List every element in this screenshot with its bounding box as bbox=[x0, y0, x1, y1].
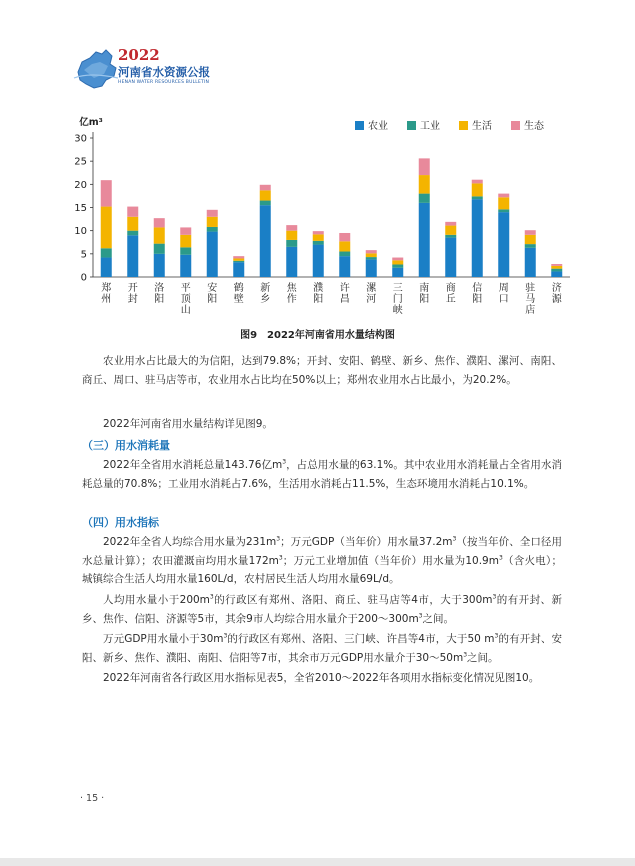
bulletin-header bbox=[72, 44, 252, 94]
x-tick-label-char: 开 bbox=[127, 283, 138, 294]
x-tick-label-char: 口 bbox=[498, 294, 509, 305]
bar-segment bbox=[339, 233, 350, 241]
bar-segment bbox=[313, 245, 324, 277]
section-title-consumption: （三）用水消耗量 bbox=[82, 439, 170, 452]
text-run: 2022年全省人均综合用水量为231m bbox=[103, 536, 277, 548]
bar-segment bbox=[180, 227, 191, 234]
bar-segment bbox=[445, 226, 456, 235]
bar-segment bbox=[445, 238, 456, 277]
bar-segment bbox=[260, 185, 271, 191]
bar-segment bbox=[525, 230, 536, 235]
x-tick-label-char: 新 bbox=[260, 283, 271, 294]
x-tick-label-char: 信 bbox=[472, 283, 483, 294]
bar-segment bbox=[154, 254, 165, 277]
text-run: ，占总用水量的63.1%。其中农业用水消耗量占全省用水消耗总量的70.8%；工业用水消耗占7.6%，生活用水消耗占11.5%，生态环境用水消耗占10.1%。 bbox=[82, 459, 562, 490]
bar-segment bbox=[180, 235, 191, 248]
superscript: 3 bbox=[463, 651, 468, 658]
text-run: 的有开封、安阳、新乡、焦作、濮阳、南阳、信阳等7市，其余市万元GDP用水量介于30～50m bbox=[82, 633, 563, 664]
superscript: 3 bbox=[452, 535, 457, 543]
bar-segment bbox=[313, 231, 324, 234]
bar-segment bbox=[392, 260, 403, 264]
x-tick-label-char: 郑 bbox=[101, 283, 112, 294]
bar-segment bbox=[313, 241, 324, 245]
bar-segment bbox=[419, 175, 430, 194]
x-tick-label-char: 济 bbox=[551, 283, 562, 294]
x-tick-label-char: 焦 bbox=[286, 283, 297, 294]
x-tick-label-char: 阳 bbox=[313, 294, 324, 305]
x-tick-label-char: 周 bbox=[498, 283, 509, 294]
bar-segment bbox=[366, 259, 377, 277]
text-run: （按当年价、全口径用水总量计算）；农田灌溉亩均用水量172m bbox=[82, 536, 562, 567]
bar-segment bbox=[127, 235, 138, 277]
bar-segment bbox=[366, 257, 377, 259]
text-run: 2022年全省用水消耗总量143.76亿m bbox=[103, 459, 283, 471]
x-tick-label-char: 阳 bbox=[419, 294, 430, 305]
bar-segment bbox=[233, 258, 244, 260]
bar-segment bbox=[180, 255, 191, 277]
legend-label: 生活 bbox=[472, 121, 492, 132]
bar-segment bbox=[154, 244, 165, 254]
bar-segment bbox=[445, 235, 456, 238]
text-run: 的行政区有郑州、洛阳、三门峡、许昌等4市，大于50 m bbox=[227, 633, 495, 645]
superscript: 3 bbox=[278, 554, 283, 561]
x-tick-label-char: 阳 bbox=[207, 294, 218, 305]
bar-segment bbox=[551, 264, 562, 266]
section-title-indicators: （四）用水指标 bbox=[82, 516, 159, 529]
legend-swatch bbox=[407, 121, 416, 130]
bar-segment bbox=[472, 183, 483, 196]
superscript: 3 bbox=[223, 632, 228, 640]
x-tick-label-char: 壁 bbox=[233, 294, 244, 305]
bar-segment bbox=[233, 261, 244, 262]
figure-caption: 图9 2022年河南省用水量结构图 bbox=[240, 330, 395, 341]
bar-segment bbox=[101, 180, 112, 206]
legend-label: 农业 bbox=[368, 121, 388, 132]
text-run: 万元GDP用水量小于30m bbox=[103, 633, 224, 645]
bar-segment bbox=[445, 222, 456, 226]
header-subtitle: HENAN WATER RESOURCES BULLETIN bbox=[118, 80, 210, 85]
bar-segment bbox=[101, 248, 112, 257]
superscript: 3 bbox=[276, 535, 281, 543]
text-run: （含火电）；城镇综合生活人均用水量160L/d，农村居民生活人均用水量69L/d。 bbox=[82, 554, 563, 585]
paragraph-gdp-water bbox=[82, 630, 562, 667]
x-tick-label-char: 峡 bbox=[392, 305, 403, 316]
text-run: 人均用水量小于200m bbox=[103, 594, 210, 606]
bar-segment bbox=[286, 225, 297, 231]
x-tick-label-char: 洛 bbox=[154, 283, 165, 294]
legend-label: 生态 bbox=[524, 121, 544, 132]
x-tick-label-char: 南 bbox=[419, 283, 430, 294]
page-number: · 15 · bbox=[80, 793, 105, 804]
text-run: 的行政区有郑州、洛阳、商丘、驻马店等4市，大于300m bbox=[213, 594, 493, 606]
paragraph-consumption bbox=[82, 456, 562, 493]
bar-segment bbox=[127, 231, 138, 236]
text-run: 之间。 bbox=[422, 612, 454, 625]
x-tick-label-char: 源 bbox=[551, 294, 562, 305]
bar-segment bbox=[286, 247, 297, 277]
paragraph-table-ref: 2022年河南省各行政区用水指标见表5，全省2010～2022年各项用水指标变化情况见图10。 bbox=[103, 672, 540, 684]
bar-segment bbox=[498, 194, 509, 198]
superscript: 3 bbox=[282, 458, 287, 466]
x-tick-label-char: 阳 bbox=[472, 294, 483, 305]
bar-segment bbox=[551, 269, 562, 272]
x-tick-label-char: 门 bbox=[392, 294, 403, 305]
bar-segment bbox=[472, 199, 483, 277]
paragraph-figure-ref: 2022年河南省用水量结构详见图9。 bbox=[103, 418, 273, 430]
y-tick-label: 10 bbox=[74, 226, 87, 238]
x-tick-label-char: 鹤 bbox=[233, 283, 244, 294]
x-tick-label-char: 封 bbox=[127, 294, 138, 305]
x-tick-label-char: 丘 bbox=[445, 294, 456, 305]
bar-segment bbox=[154, 227, 165, 243]
y-axis-unit-label: 亿m³ bbox=[79, 117, 103, 128]
bar-segment bbox=[207, 227, 218, 232]
bar-segment bbox=[339, 252, 350, 257]
paragraph-agri-share: 农业用水占比最大的为信阳，达到79.8%；开封、安阳、鹤壁、新乡、焦作、濮阳、漯河、南阳、商丘、周口、驻马店等市，农业用水占比均在50%以上；郑州农业用水占比最小，为20.2%。 bbox=[82, 355, 562, 386]
superscript: 3 bbox=[498, 554, 503, 561]
paragraph-per-capita bbox=[82, 591, 562, 628]
bar-segment bbox=[260, 190, 271, 200]
y-tick-label: 0 bbox=[80, 272, 87, 284]
bar-segment bbox=[180, 247, 191, 254]
x-tick-label-char: 作 bbox=[286, 294, 297, 305]
bar-segment bbox=[392, 258, 403, 261]
superscript: 3 bbox=[209, 593, 214, 601]
legend-swatch bbox=[511, 121, 520, 130]
x-tick-label-char: 昌 bbox=[339, 294, 350, 305]
bar-segment bbox=[392, 264, 403, 267]
x-tick-label-char: 店 bbox=[525, 305, 536, 316]
bar-segment bbox=[233, 262, 244, 277]
legend-swatch bbox=[355, 121, 364, 130]
text-run: 之间。 bbox=[467, 651, 499, 664]
bar-segment bbox=[498, 212, 509, 277]
bar-segment bbox=[286, 231, 297, 240]
header-year: 2022 bbox=[118, 46, 160, 64]
bar-segment bbox=[551, 271, 562, 277]
x-tick-label-char: 州 bbox=[101, 294, 112, 305]
bar-segment bbox=[207, 217, 218, 227]
x-tick-label-char: 安 bbox=[207, 283, 218, 294]
x-tick-label-char: 乡 bbox=[260, 294, 271, 305]
text-run: ；万元GDP（当年价）用水量37.2m bbox=[280, 536, 453, 548]
text-run: 的有开封、新乡、焦作、信阳、济源等5市，其余9市人均综合用水量介于200～300m bbox=[82, 594, 563, 625]
bar-segment bbox=[286, 240, 297, 247]
x-tick-label-char: 平 bbox=[180, 283, 191, 294]
text-run: ；万元工业增加值（当年价）用水量为10.9m bbox=[282, 554, 499, 567]
x-tick-label-char: 漯 bbox=[366, 283, 377, 294]
bar-segment bbox=[260, 205, 271, 277]
bar-segment bbox=[207, 232, 218, 277]
x-tick-label-char: 商 bbox=[445, 283, 456, 294]
x-tick-label-char: 三 bbox=[392, 283, 403, 294]
x-tick-label-char: 马 bbox=[525, 294, 536, 305]
bar-segment bbox=[101, 258, 112, 277]
paragraph-indicators bbox=[82, 533, 562, 589]
bar-segment bbox=[392, 268, 403, 277]
x-tick-label-char: 濮 bbox=[313, 283, 324, 294]
bar-segment bbox=[498, 197, 509, 209]
x-tick-label-char: 阳 bbox=[154, 294, 165, 305]
x-tick-label-char: 顶 bbox=[180, 294, 191, 305]
bar-segment bbox=[525, 244, 536, 248]
bar-segment bbox=[233, 256, 244, 258]
bar-segment bbox=[498, 209, 509, 212]
bar-segment bbox=[551, 266, 562, 269]
bar-segment bbox=[127, 207, 138, 217]
y-tick-label: 5 bbox=[80, 249, 87, 261]
x-tick-label-char: 许 bbox=[339, 283, 350, 294]
water-use-structure-chart bbox=[60, 110, 580, 325]
bar-segment bbox=[313, 234, 324, 240]
bar-segment bbox=[101, 207, 112, 249]
superscript: 3 bbox=[494, 632, 499, 640]
bar-segment bbox=[419, 194, 430, 203]
bar-segment bbox=[472, 196, 483, 199]
legend-swatch bbox=[459, 121, 468, 130]
y-tick-label: 15 bbox=[74, 203, 87, 214]
bar-segment bbox=[419, 203, 430, 277]
henan-map-logo-icon bbox=[72, 48, 120, 90]
x-tick-label-char: 驻 bbox=[525, 283, 536, 294]
y-tick-label: 20 bbox=[74, 179, 87, 191]
bar-segment bbox=[339, 256, 350, 277]
x-tick-label-char: 山 bbox=[180, 305, 191, 316]
bottom-divider bbox=[0, 858, 635, 866]
header-title: 河南省水资源公报 bbox=[118, 65, 210, 79]
bar-segment bbox=[366, 253, 377, 257]
bar-segment bbox=[472, 180, 483, 184]
y-tick-label: 25 bbox=[74, 156, 87, 168]
bar-segment bbox=[260, 201, 271, 206]
bar-segment bbox=[127, 217, 138, 231]
bar-segment bbox=[207, 210, 218, 217]
x-tick-label-char: 河 bbox=[366, 294, 377, 305]
superscript: 3 bbox=[492, 593, 497, 601]
bar-segment bbox=[366, 250, 377, 253]
bar-segment bbox=[525, 235, 536, 244]
bar-segment bbox=[525, 248, 536, 277]
bar-segment bbox=[154, 218, 165, 227]
bar-segment bbox=[339, 241, 350, 251]
superscript: 3 bbox=[418, 612, 423, 619]
legend-label: 工业 bbox=[420, 121, 440, 132]
y-tick-label: 30 bbox=[74, 133, 87, 145]
bar-segment bbox=[419, 158, 430, 175]
